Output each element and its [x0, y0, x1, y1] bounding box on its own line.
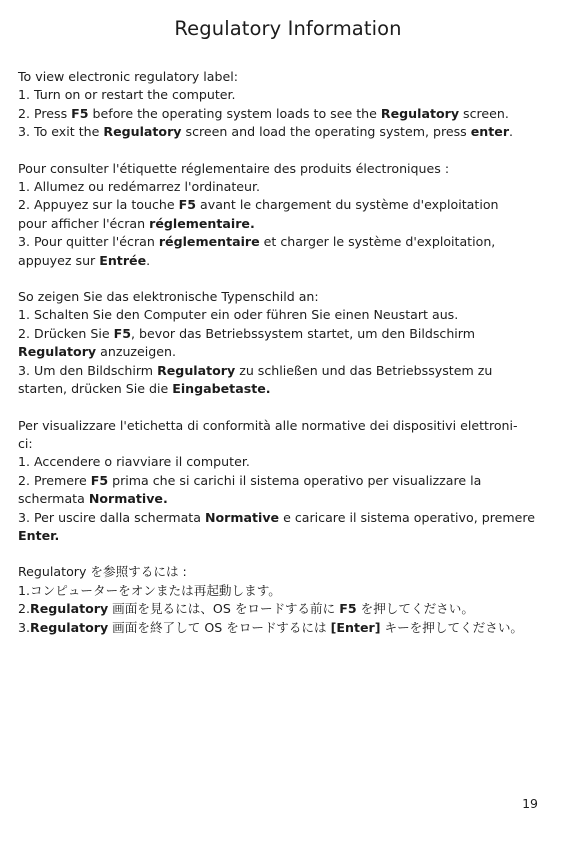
- bold-text: Normative: [204, 509, 280, 525]
- instruction-line: [18, 325, 564, 343]
- section-french: [18, 160, 564, 270]
- instruction-line: [18, 490, 564, 508]
- instruction-line: [18, 343, 564, 361]
- text-run: 1. Turn on or restart the computer.: [18, 87, 236, 103]
- text-run: appuyez sur: [18, 252, 100, 268]
- text-run: 画面を見るには、OS をロードする前に: [108, 601, 340, 617]
- text-run: schermata: [18, 491, 89, 507]
- section-japanese: [18, 563, 564, 637]
- text-run: 画面を終了して OS をロードするには: [108, 619, 331, 635]
- instruction-line: [18, 619, 564, 637]
- text-run: 3. To exit the: [18, 124, 104, 140]
- instruction-line: [18, 417, 564, 435]
- section-german: [18, 288, 564, 398]
- instruction-line: [18, 527, 564, 545]
- text-run: anzuzeigen.: [96, 344, 177, 360]
- bold-text: Eingabetaste.: [172, 381, 271, 397]
- instruction-line: [18, 306, 564, 324]
- instruction-line: [18, 380, 564, 398]
- bold-text: F5: [178, 197, 197, 213]
- text-run: e caricare il sistema operativo, premere: [279, 509, 536, 525]
- text-run: 1. Allumez ou redémarrez l'ordinateur.: [18, 179, 261, 195]
- text-run: screen.: [459, 105, 509, 121]
- text-run: screen and load the operating system, press: [181, 124, 471, 140]
- text-run: 3. Um den Bildschirm: [18, 362, 158, 378]
- bold-text: Regulatory: [157, 362, 236, 378]
- bold-text: F5: [90, 472, 109, 488]
- text-run: 1. Accendere o riavviare il computer.: [18, 454, 250, 470]
- text-run: 1.コンピューターをオンまたは再起動します。: [18, 582, 281, 598]
- instruction-line: [18, 288, 564, 306]
- bold-text: F5: [113, 325, 131, 341]
- text-run: prima che si carichi il sistema operativo per visualizzare la: [108, 472, 482, 488]
- instruction-line: [18, 563, 564, 581]
- bold-text: Enter.: [18, 527, 60, 543]
- bold-text: Regulatory: [30, 601, 109, 617]
- instruction-line: [18, 509, 564, 527]
- bold-text: enter: [470, 124, 510, 140]
- instruction-line: [18, 252, 564, 270]
- text-run: Regulatory を参照するには :: [18, 564, 187, 580]
- page-title: Regulatory Information: [174, 17, 402, 40]
- instruction-line: [18, 160, 564, 178]
- text-run: 3. Per uscire dalla schermata: [18, 509, 205, 525]
- text-run: .: [146, 252, 151, 268]
- text-run: 2. Press: [18, 105, 72, 121]
- text-run: , bevor das Betriebssystem startet, um den Bildschirm: [131, 325, 476, 341]
- text-run: ci:: [18, 435, 33, 451]
- text-run: を押してください。: [356, 601, 474, 617]
- text-run: To view electronic regulatory label:: [18, 69, 238, 84]
- instruction-line: [18, 68, 564, 86]
- regulatory-instructions: [18, 68, 564, 655]
- instruction-line: [18, 233, 564, 251]
- bold-text: Normative.: [88, 491, 168, 507]
- instruction-line: [18, 105, 564, 123]
- instruction-line: [18, 453, 564, 471]
- text-run: 1. Schalten Sie den Computer ein oder führen Sie einen Neustart aus.: [18, 307, 459, 323]
- text-run: So zeigen Sie das elektronische Typenschild an:: [18, 289, 319, 305]
- bold-text: Regulatory: [103, 124, 182, 140]
- text-run: starten, drücken Sie die: [18, 381, 173, 397]
- text-run: Pour consulter l'étiquette réglementaire des produits électroniques :: [18, 160, 450, 176]
- instruction-line: [18, 435, 564, 453]
- section-italian: [18, 417, 564, 546]
- text-run: pour afficher l'écran: [18, 215, 150, 231]
- bold-text: Entrée: [99, 252, 147, 268]
- text-run: 3. Pour quitter l'écran: [18, 234, 159, 250]
- instruction-line: [18, 472, 564, 490]
- page-number: 19: [522, 796, 538, 811]
- text-run: 2. Appuyez sur la touche: [18, 197, 179, 213]
- text-run: et charger le système d'exploitation,: [259, 234, 496, 250]
- bold-text: F5: [71, 105, 89, 121]
- bold-text: [Enter]: [330, 619, 381, 635]
- bold-text: F5: [339, 601, 357, 617]
- text-run: zu schließen und das Betriebssystem zu: [235, 362, 493, 378]
- bold-text: Regulatory: [30, 619, 109, 635]
- text-run: 2. Drücken Sie: [18, 325, 114, 341]
- text-run: 2. Premere: [18, 472, 91, 488]
- text-run: キーを押してください。: [380, 619, 524, 635]
- bold-text: Regulatory: [380, 105, 460, 121]
- instruction-line: [18, 178, 564, 196]
- instruction-line: [18, 582, 564, 600]
- text-run: before the operating system loads to see the: [88, 105, 381, 121]
- instruction-line: [18, 86, 564, 104]
- bold-text: réglementaire.: [149, 215, 255, 231]
- instruction-line: [18, 362, 564, 380]
- text-run: 2.: [18, 601, 31, 617]
- instruction-line: [18, 123, 564, 141]
- text-run: avant le chargement du système d'exploitation: [196, 197, 499, 213]
- text-run: 3.: [18, 619, 31, 635]
- instruction-line: [18, 600, 564, 618]
- section-english: [18, 68, 564, 142]
- text-run: .: [509, 124, 514, 140]
- text-run: Per visualizzare l'etichetta di conformità alle normative dei dispositivi elettroni-: [18, 417, 518, 433]
- instruction-line: [18, 196, 564, 214]
- instruction-line: [18, 215, 564, 233]
- bold-text: Regulatory: [18, 344, 97, 360]
- bold-text: réglementaire: [158, 234, 260, 250]
